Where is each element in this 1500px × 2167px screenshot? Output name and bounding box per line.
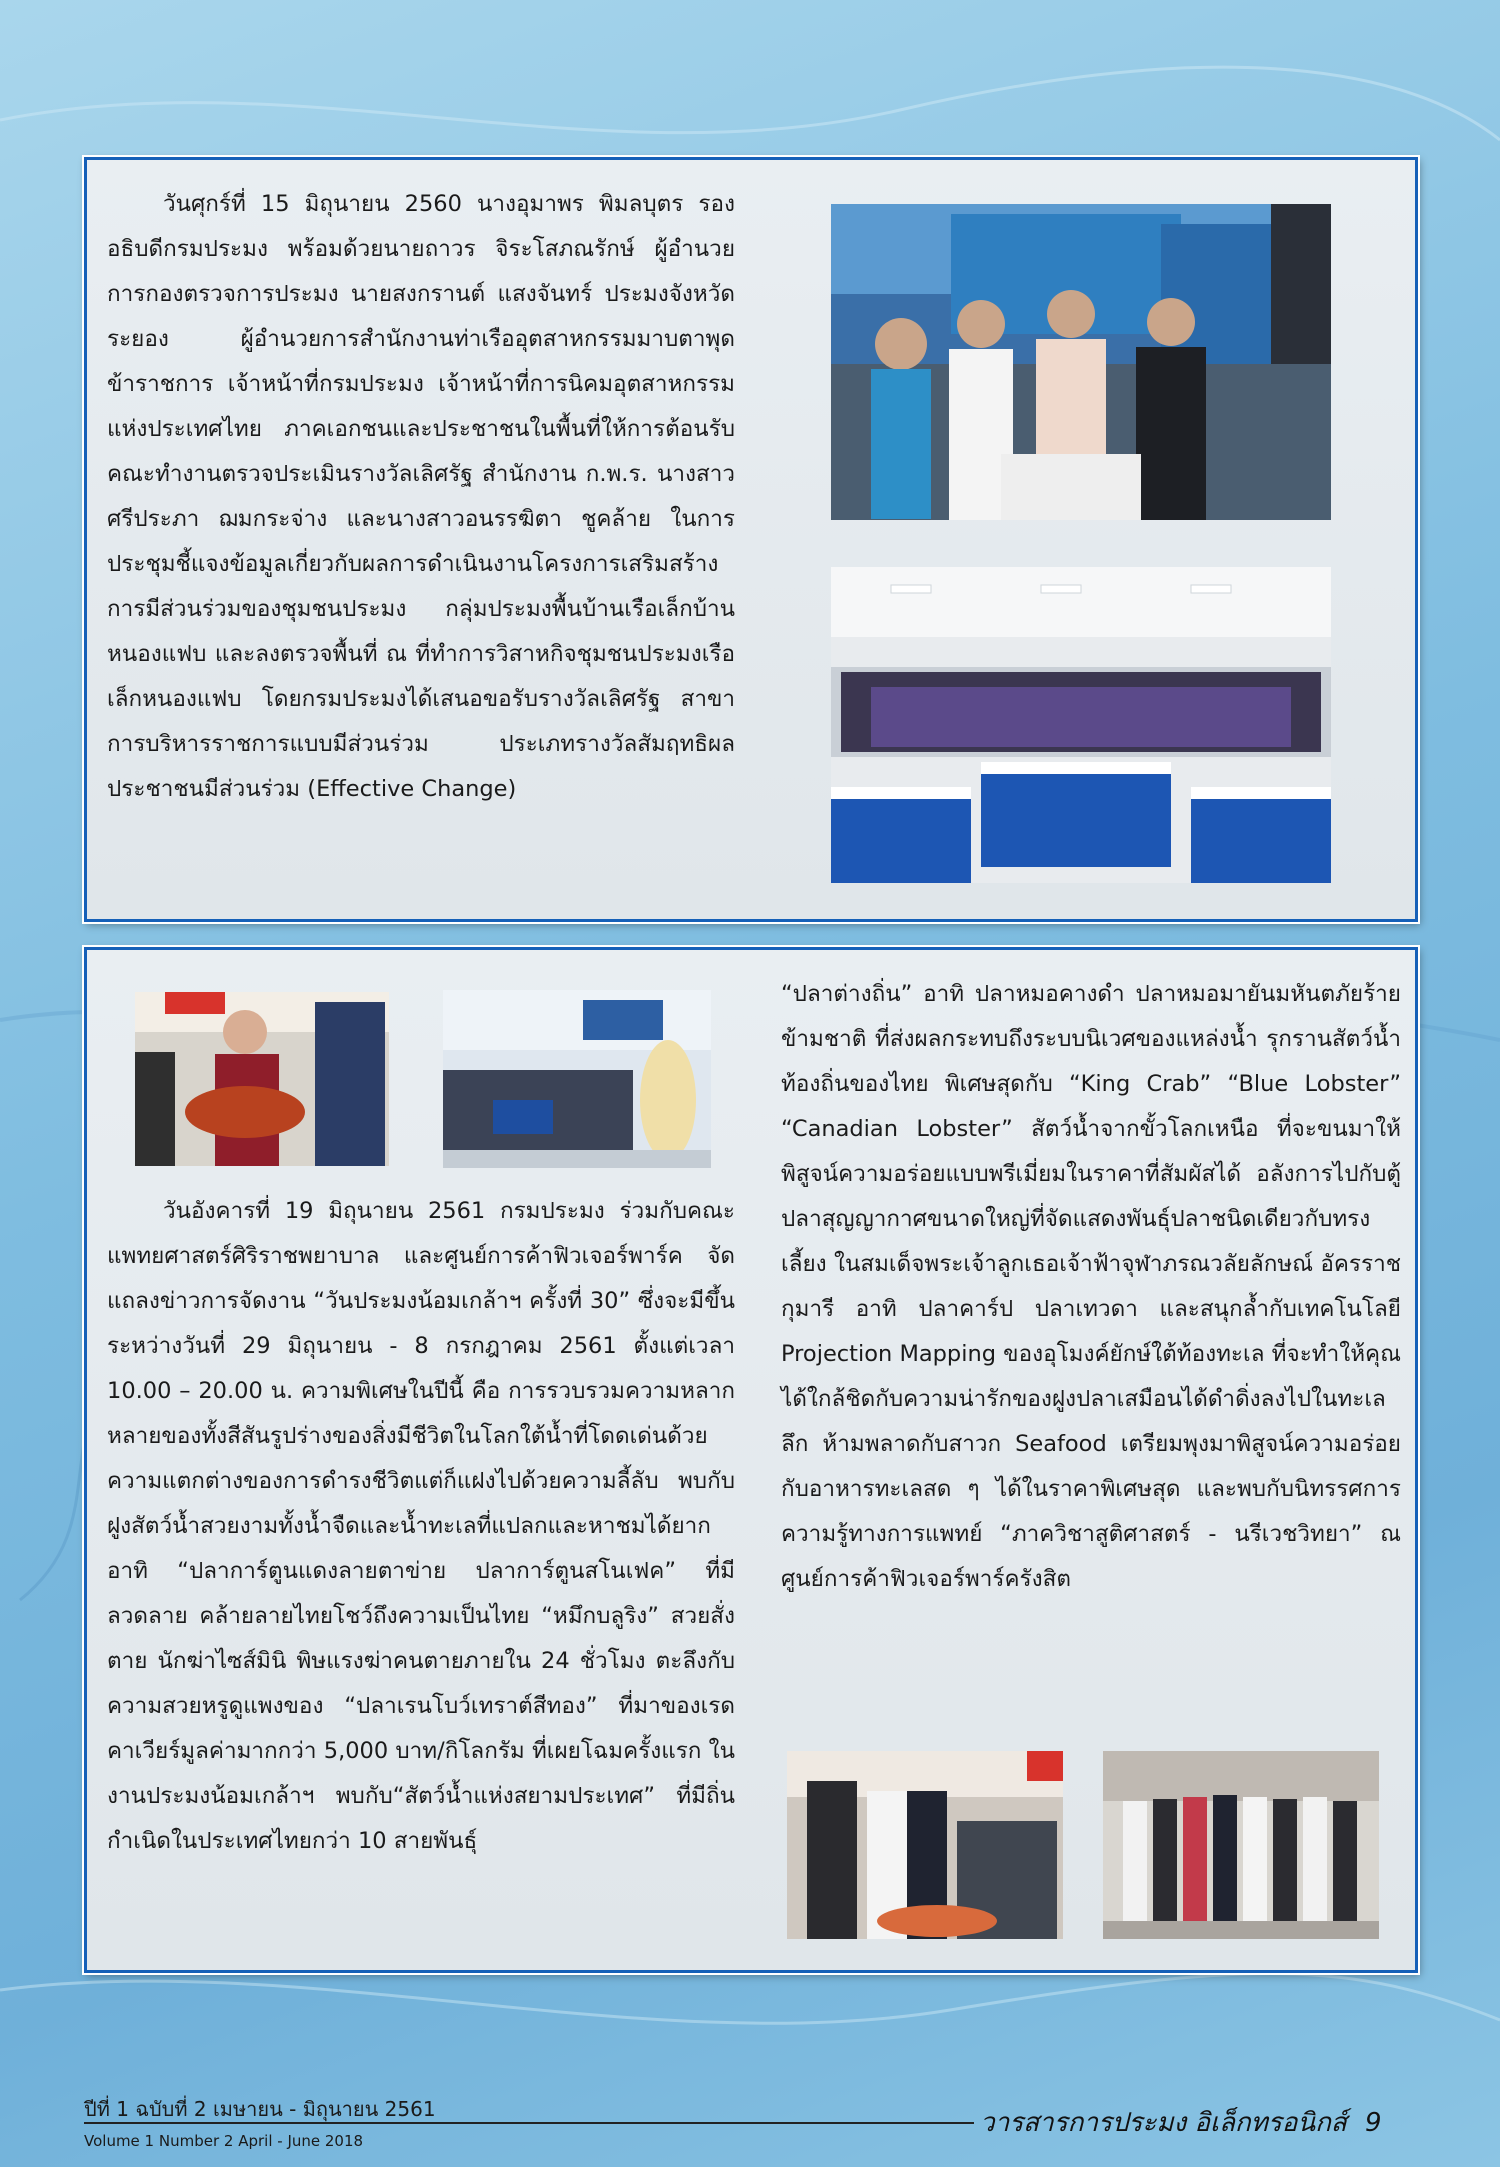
footer-journal-title: วารสารการประมง อิเล็กทรอนิกส์ xyxy=(980,2108,1347,2138)
article-2-paragraph-left: วันอังคารที่ 19 มิถุนายน 2561 กรมประมง ร่วมกับคณะแพทยศาสตร์ศิริราชพยาบาล และศูนย์การค้าฟิวเจอร์พาร์ค จัดแถลงข่าวการจัดงาน “วันประมงน้อมเกล้าฯ ครั้งที่ 30” ซึ่งจะมีขึ้นระหว่างวันที่ 29 มิถุนายน - 8 กรกฎาคม 2561 ตั้งแต่เวลา 10.00 – 20.00 น. ความพิเศษในปีนี้ คือ การรวบรวมความหลากหลายของทั้งสีสันรูปร่างของสิ่งมีชีวิตในโลกใต้น้ำที่โดดเด่นด้วยความแตกต่างของการดำรงชีวิตแต่ก็แฝงไปด้วยความลี้ลับ พบกับฝูงสัตว์น้ำสวยงามทั้งน้ำจืดและน้ำทะเลที่แปลกและหาชมได้ยาก อาทิ “ปลาการ์ตูนแดงลายตาข่าย ปลาการ์ตูนสโนเฟค” ที่มีลวดลาย คล้ายลายไทยโชว์ถึงความเป็นไทย “หมึกบลูริง” สวยสั่งตาย นักฆ่าไซส์มินิ พิษแรงฆ่าคนตายภายใน 24 ชั่วโมง ตะลึงกับความสวยหรูดูแพงของ “ปลาเรนโบว์เทราต์สีทอง” ที่มาของเรดคาเวียร์มูลค่ามากกว่า 5,000 บาท/กิโลกรัม ที่เผยโฉมครั้งแรก ในงานประมงน้อมเกล้าฯ พบกับ“สัตว์น้ำแห่งสยามประเทศ” ที่มีถิ่นกำเนิดในประเทศไทยกว่า 10 สายพันธุ์ xyxy=(107,1198,735,1854)
footer-divider xyxy=(84,2122,974,2124)
article-1-paragraph: วันศุกร์ที่ 15 มิถุนายน 2560 นางอุมาพร พิมลบุตร รองอธิบดีกรมประมง พร้อมด้วยนายถาวร จิระโสภณรักษ์ ผู้อำนวยการกองตรวจการประมง นายสงกรานต์ แสงจันทร์ ประมงจังหวัดระยอง ผู้อำนวยการสำนักงานท่าเรืออุตสาหกรรมมาบตาพุด ข้าราชการ เจ้าหน้าที่กรมประมง เจ้าหน้าที่การนิคมอุตสาหกรรมแห่งประเทศไทย ภาคเอกชนและประชาชนในพื้นที่ให้การต้อนรับ คณะทำงานตรวจประเมินรางวัลเลิศรัฐ สำนักงาน ก.พ.ร. นางสาวศรีประภา ฌมกระจ่าง และนางสาวอนรรฆิตา ชูคล้าย ในการประชุมชี้แจงข้อมูลเกี่ยวกับผลการดำเนินงานโครงการเสริมสร้างการมีส่วนร่วมของชุมชนประมง กลุ่มประมงพื้นบ้านเรือเล็กบ้านหนองแฟบ และลงตรวจพื้นที่ ณ ที่ทำการวิสาหกิจชุมชนประมงเรือเล็กหนองแฟบ โดยกรมประมงได้เสนอขอรับรางวัลเลิศรัฐ สาขาการบริหารราชการแบบมีส่วนร่วม ประเภทรางวัลสัมฤทธิผลประชาชนมีส่วนร่วม (Effective Change) xyxy=(107,191,735,802)
footer-issue-thai: ปีที่ 1 ฉบับที่ 2 เมษายน - มิถุนายน 2561 xyxy=(84,2097,436,2121)
footer-issue-english: Volume 1 Number 2 April - June 2018 xyxy=(84,2132,364,2150)
article-2-paragraph-right: “ปลาต่างถิ่น” อาทิ ปลาหมอคางดำ ปลาหมอมายันมหันตภัยร้ายข้ามชาติ ที่ส่งผลกระทบถึงระบบนิเวศของแหล่งน้ำ รุกรานสัตว์น้ำท้องถิ่นของไทย พิเศษสุดกับ “King Crab” “Blue Lobster” “Canadian Lobster” สัตว์น้ำจากขั้วโลกเหนือ ที่จะขนมาให้พิสูจน์ความอร่อยแบบพรีเมี่ยมในราคาที่สัมผัสได้ อลังการไปกับตู้ปลาสุญญากาศขนาดใหญ่ที่จัดแสดงพันธุ์ปลาชนิดเดียวกับทรงเลี้ยง ในสมเด็จพระเจ้าลูกเธอเจ้าฟ้าจุฬาภรณวลัยลักษณ์ อัครราชกุมารี อาทิ ปลาคาร์ป ปลาเทวดา และสนุกล้ำกับเทคโนโลยี Projection Mapping ของอุโมงค์ยักษ์ใต้ท้องทะเล ที่จะทำให้คุณได้ใกล้ชิดกับความน่ารักของฝูงปลาเสมือนได้ดำดิ่งลงไปในทะเลลึก ห้ามพลาดกับสาวก Seafood เตรียมพุงมาพิสูจน์ความอร่อยกับอาหารทะเลสด ๆ ได้ในราคาพิเศษสุด และพบกับนิทรรศการความรู้ทางการแพทย์ “ภาควิชาสูติศาสตร์ - นรีเวชวิทยา” ณ ศูนย์การค้าฟิวเจอร์พาร์ครังสิต xyxy=(781,981,1401,1592)
photo-group-mall xyxy=(1103,1751,1379,1939)
photo-meeting-group xyxy=(831,567,1331,883)
footer-page-number: 9 xyxy=(1364,2108,1382,2138)
article-panel-1 xyxy=(84,157,1418,922)
article-panel-2 xyxy=(84,947,1418,1973)
photo-exhibition-booth-visit xyxy=(831,204,1331,520)
photo-king-crab-display xyxy=(135,992,389,1166)
photo-mascot-group xyxy=(443,990,711,1168)
photo-seafood-tasting xyxy=(787,1751,1063,1939)
footer-journal xyxy=(980,2102,1382,2143)
